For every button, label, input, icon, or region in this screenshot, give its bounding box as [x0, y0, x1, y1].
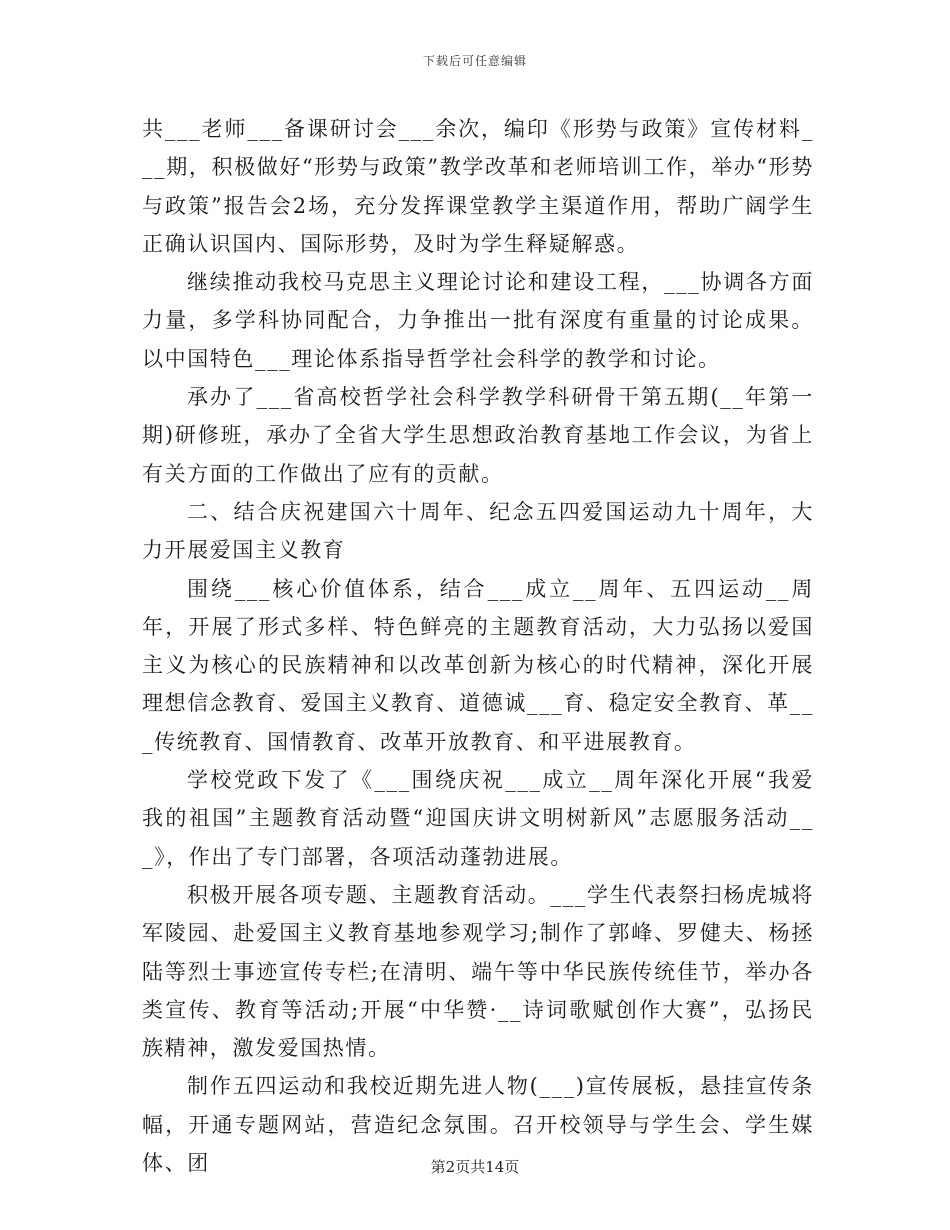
paragraph-6: 积极开展各项专题、主题教育活动。___学生代表祭扫杨虎城将军陵园、赴爱国主义教育基地参观学习;制作了郭峰、罗健夫、杨拯陆等烈士事迹宣传专栏;在清明、端午等中华民族传统佳节，举办各类宣传、教育等活动;开展“中华赞·__诗词歌赋创作大赛”，弘扬民族精神，激发爱国热情。: [142, 882, 814, 1061]
paragraph-7: 制作五四运动和我校近期先进人物(___)宣传展板，悬挂宣传条幅，开通专题网站，营造纪念氛围。召开校领导与学生会、学生媒体、团: [142, 1074, 814, 1176]
page-footer: 第2页共14页: [430, 1158, 520, 1176]
paragraph-3: 承办了___省高校哲学社会科学教学科研骨干第五期(__年第一期)研修班，承办了全省大学生思想政治教育基地工作会议，为省上有关方面的工作做出了应有的贡献。: [142, 385, 814, 486]
paragraph-5: 学校党政下发了《___围绕庆祝___成立__周年深化开展“我爱我的祖国”主题教育活动暨“迎国庆讲文明树新风”志愿服务活动___》，作出了专门部署，各项活动蓬勃进展。: [142, 768, 814, 869]
document-body: [142, 110, 814, 1182]
page-header: 下载后可任意编辑: [422, 54, 527, 68]
paragraph-2: 继续推动我校马克思主义理论讨论和建设工程，___协调各方面力量，多学科协同配合，力争推出一批有深度有重量的讨论成果。以中国特色___理论体系指导哲学社会科学的教学和讨论。: [142, 270, 814, 371]
paragraph-4: 围绕___核心价值体系，结合___成立__周年、五四运动__周年，开展了形式多样、特色鲜亮的主题教育活动，大力弘扬以爱国主义为核心的民族精神和以改革创新为核心的时代精神，深化开展理想信念教育、爱国主义教育、道德诚___育、稳定安全教育、革___传统教育、国情教育、改革开放教育、和平进展教育。: [142, 576, 814, 754]
paragraph-1: 共___老师___备课研讨会___余次，编印《形势与政策》宣传材料___期，积极做好“形势与政策”教学改革和老师培训工作，举办“形势与政策”报告会2场，充分发挥课堂教学主渠道作用，帮助广阔学生正确认识国内、国际形势，及时为学生释疑解惑。: [142, 117, 814, 256]
section-heading: 二、结合庆祝建国六十周年、纪念五四爱国运动九十周年，大力开展爱国主义教育: [142, 499, 814, 563]
